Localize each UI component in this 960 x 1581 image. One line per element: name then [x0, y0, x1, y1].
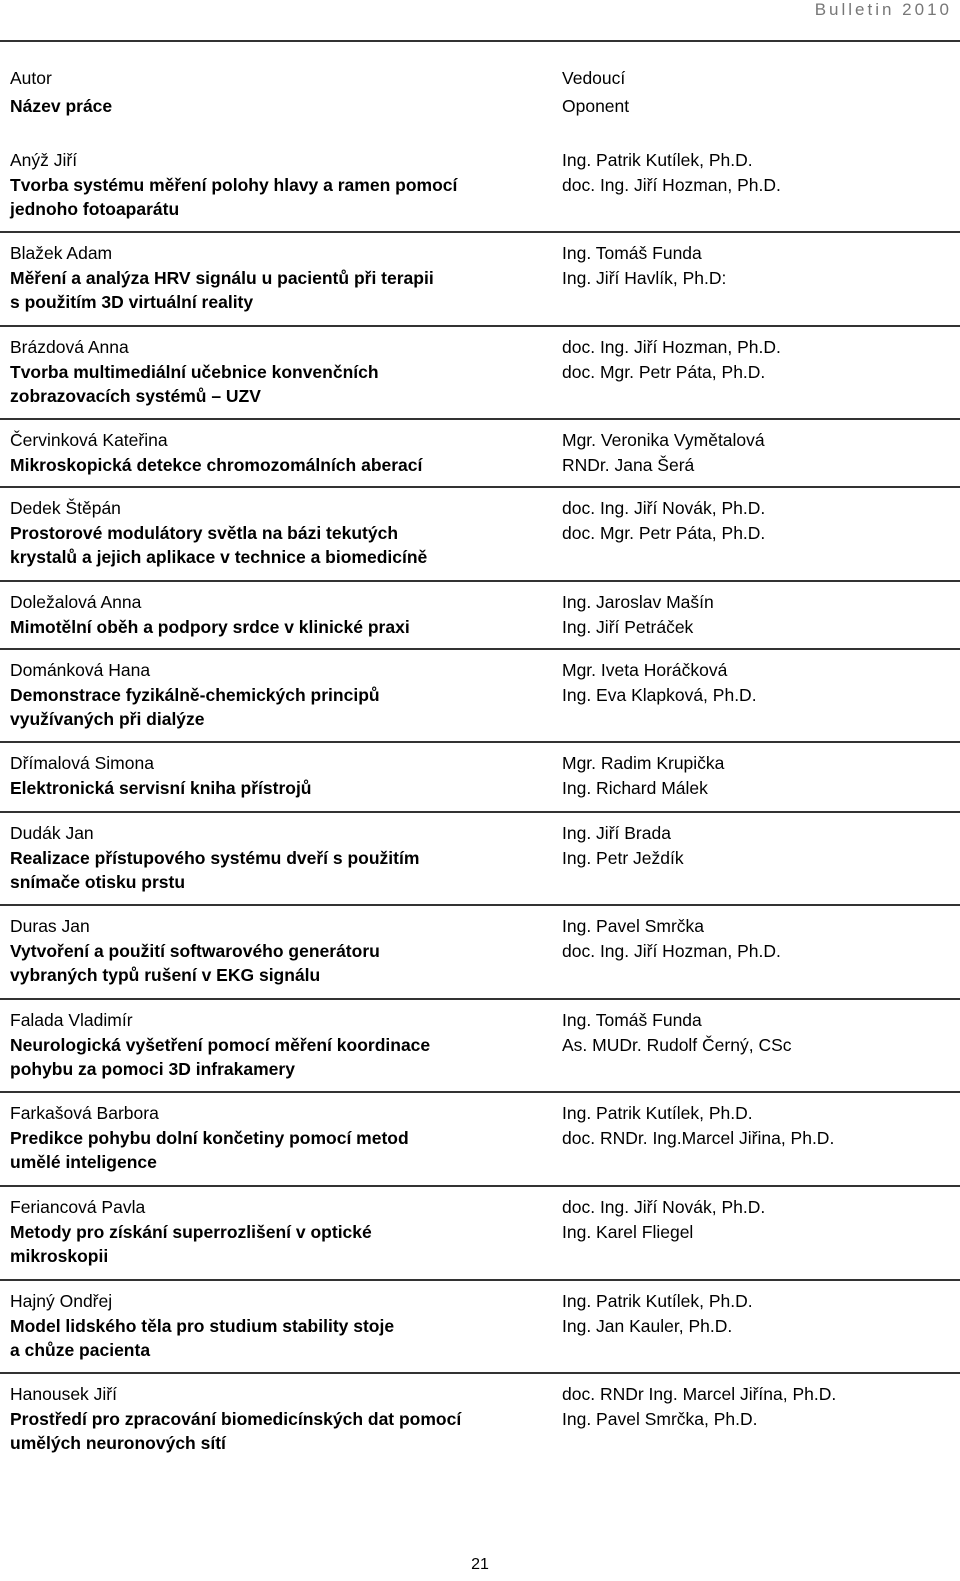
thesis-title-line: Prostředí pro zpracování biomedicínských dat pomocí — [10, 1408, 462, 1429]
author-name: Hanousek Jiří — [10, 1384, 117, 1404]
author-name: Brázdová Anna — [10, 337, 129, 357]
supervisor-name: Mgr. Veronika Vymětalová — [562, 430, 765, 450]
supervisors-cell — [552, 906, 960, 998]
table-row — [0, 233, 960, 327]
bulletin-title: Bulletin 2010 — [814, 0, 952, 19]
supervisors-cell — [552, 1000, 960, 1091]
supervisor-name: Mgr. Radim Krupička — [562, 753, 725, 773]
thesis-cell — [0, 1281, 552, 1372]
thesis-title-line: Prostorové modulátory světla na bázi tekutých — [10, 522, 399, 543]
table-row — [0, 813, 960, 906]
thesis-cell — [0, 420, 552, 486]
thesis-title-line: pohybu za pomoci 3D infrakamery — [10, 1059, 295, 1079]
header-opponent: Oponent — [562, 95, 630, 116]
author-name: Hajný Ondřej — [10, 1291, 113, 1311]
opponent-name: doc. Ing. Jiří Hozman, Ph.D. — [562, 940, 781, 961]
opponent-name: RNDr. Jana Šerá — [562, 454, 695, 475]
supervisor-name: Ing. Tomáš Funda — [562, 243, 702, 263]
thesis-cell — [0, 582, 552, 648]
supervisor-name: doc. Ing. Jiří Novák, Ph.D. — [562, 1197, 766, 1217]
thesis-title-line: Měření a analýza HRV signálu u pacientů při terapii — [10, 267, 434, 288]
supervisors-cell — [552, 488, 960, 580]
table-body — [0, 140, 960, 1456]
author-name: Dudák Jan — [10, 823, 94, 843]
thesis-title-line: Mikroskopická detekce chromozomálních aberací — [10, 454, 423, 475]
supervisor-name: Ing. Patrik Kutílek, Ph.D. — [562, 1103, 753, 1123]
thesis-title-line: mikroskopii — [10, 1246, 109, 1266]
table-row — [0, 1093, 960, 1187]
thesis-title-line: zobrazovacích systémů – UZV — [10, 386, 261, 406]
thesis-title-line: Vytvoření a použití softwarového generátoru — [10, 940, 380, 961]
author-name: Feriancová Pavla — [10, 1197, 146, 1217]
thesis-cell — [0, 140, 552, 231]
thesis-title-line: Mimotělní oběh a podpory srdce v klinické praxi — [10, 616, 410, 637]
supervisor-name: Ing. Tomáš Funda — [562, 1010, 702, 1030]
thesis-cell — [0, 906, 552, 998]
thesis-title-line: Predikce pohybu dolní končetiny pomocí metod — [10, 1127, 409, 1148]
opponent-name: Ing. Jan Kauler, Ph.D. — [562, 1315, 733, 1336]
opponent-name: doc. Ing. Jiří Hozman, Ph.D. — [562, 174, 781, 195]
author-name: Blažek Adam — [10, 243, 113, 263]
supervisors-cell — [552, 420, 960, 486]
theses-table — [0, 66, 960, 1456]
thesis-cell — [0, 650, 552, 741]
opponent-name: Ing. Karel Fliegel — [562, 1221, 694, 1242]
table-row — [0, 140, 960, 233]
table-row — [0, 582, 960, 650]
supervisors-cell — [552, 140, 960, 231]
table-row — [0, 420, 960, 488]
supervisor-name: Ing. Pavel Smrčka — [562, 916, 704, 936]
opponent-name: doc. Mgr. Petr Páta, Ph.D. — [562, 361, 766, 382]
thesis-title-line: Demonstrace fyzikálně-chemických principů — [10, 684, 380, 705]
header-thesis-title: Název práce — [10, 95, 113, 116]
thesis-title-line: krystalů a jejich aplikace v technice a biomedicíně — [10, 547, 428, 567]
thesis-title-line: Model lidského těla pro studium stability stoje — [10, 1315, 395, 1336]
author-name: Doležalová Anna — [10, 592, 142, 612]
supervisors-cell — [552, 582, 960, 648]
opponent-name: doc. Mgr. Petr Páta, Ph.D. — [562, 522, 766, 543]
opponent-name: Ing. Petr Ježdík — [562, 847, 684, 868]
thesis-cell — [0, 813, 552, 904]
opponent-name: Ing. Eva Klapková, Ph.D. — [562, 684, 757, 705]
supervisor-name: Ing. Patrik Kutílek, Ph.D. — [562, 1291, 753, 1311]
thesis-title-line: Tvorba multimediální učebnice konvenčních — [10, 361, 379, 382]
thesis-title-line: jednoho fotoaparátu — [10, 199, 180, 219]
supervisors-cell — [552, 1093, 960, 1185]
thesis-title-line: využívaných při dialýze — [10, 709, 205, 729]
thesis-cell — [0, 233, 552, 325]
supervisor-name: Ing. Jiří Brada — [562, 823, 671, 843]
supervisors-cell — [552, 650, 960, 741]
header-supervisor: Vedoucí — [562, 68, 626, 88]
thesis-title-line: Tvorba systému měření polohy hlavy a ramen pomocí — [10, 174, 458, 195]
author-name: Anýž Jiří — [10, 150, 78, 170]
supervisors-cell — [552, 813, 960, 904]
table-row — [0, 488, 960, 582]
author-name: Dománková Hana — [10, 660, 151, 680]
table-header-row — [0, 66, 960, 140]
table-row — [0, 1374, 960, 1456]
header-divider — [0, 40, 960, 42]
opponent-name: As. MUDr. Rudolf Černý, CSc — [562, 1034, 792, 1055]
thesis-title-line: Realizace přístupového systému dveří s použitím — [10, 847, 420, 868]
page-number: 21 — [471, 1556, 489, 1573]
table-row — [0, 327, 960, 420]
opponent-name: Ing. Pavel Smrčka, Ph.D. — [562, 1408, 758, 1429]
author-name: Červinková Kateřina — [10, 430, 168, 450]
thesis-cell — [0, 743, 552, 811]
supervisors-cell — [552, 1374, 960, 1456]
header-right — [552, 66, 960, 140]
opponent-name: doc. RNDr. Ing.Marcel Jiřina, Ph.D. — [562, 1127, 835, 1148]
thesis-cell — [0, 327, 552, 418]
supervisor-name: doc. Ing. Jiří Novák, Ph.D. — [562, 498, 766, 518]
thesis-title-line: umělé inteligence — [10, 1152, 157, 1172]
author-name: Farkašová Barbora — [10, 1103, 159, 1123]
supervisors-cell — [552, 743, 960, 811]
thesis-title-line: umělých neuronových sítí — [10, 1433, 226, 1453]
table-row — [0, 906, 960, 1000]
thesis-title-line: a chůze pacienta — [10, 1340, 151, 1360]
supervisors-cell — [552, 1281, 960, 1372]
opponent-name: Ing. Jiří Havlík, Ph.D: — [562, 267, 727, 288]
thesis-title-line: vybraných typů rušení v EKG signálu — [10, 965, 321, 985]
supervisors-cell — [552, 233, 960, 325]
supervisors-cell — [552, 327, 960, 418]
table-row — [0, 743, 960, 813]
header-author: Autor — [10, 68, 52, 88]
thesis-cell — [0, 1187, 552, 1279]
table-row — [0, 1187, 960, 1281]
supervisor-name: Ing. Jaroslav Mašín — [562, 592, 714, 612]
opponent-name: Ing. Richard Málek — [562, 777, 708, 798]
supervisor-name: doc. RNDr Ing. Marcel Jiřína, Ph.D. — [562, 1384, 837, 1404]
author-name: Dedek Štěpán — [10, 498, 121, 518]
thesis-cell — [0, 1374, 552, 1456]
thesis-title-line: s použitím 3D virtuální reality — [10, 292, 254, 312]
thesis-title-line: Elektronická servisní kniha přístrojů — [10, 777, 312, 798]
supervisors-cell — [552, 1187, 960, 1279]
table-row — [0, 1281, 960, 1374]
thesis-title-line: Neurologická vyšetření pomocí měření koordinace — [10, 1034, 431, 1055]
table-row — [0, 1000, 960, 1093]
supervisor-name: Mgr. Iveta Horáčková — [562, 660, 728, 680]
opponent-name: Ing. Jiří Petráček — [562, 616, 694, 637]
supervisor-name: doc. Ing. Jiří Hozman, Ph.D. — [562, 337, 781, 357]
thesis-cell — [0, 488, 552, 580]
header-left — [0, 66, 552, 140]
thesis-title-line: snímače otisku prstu — [10, 872, 186, 892]
thesis-cell — [0, 1093, 552, 1185]
author-name: Duras Jan — [10, 916, 90, 936]
table-row — [0, 650, 960, 743]
thesis-title-line: Metody pro získání superrozlišení v optické — [10, 1221, 372, 1242]
author-name: Dřímalová Simona — [10, 753, 154, 773]
supervisor-name: Ing. Patrik Kutílek, Ph.D. — [562, 150, 753, 170]
author-name: Falada Vladimír — [10, 1010, 133, 1030]
thesis-cell — [0, 1000, 552, 1091]
